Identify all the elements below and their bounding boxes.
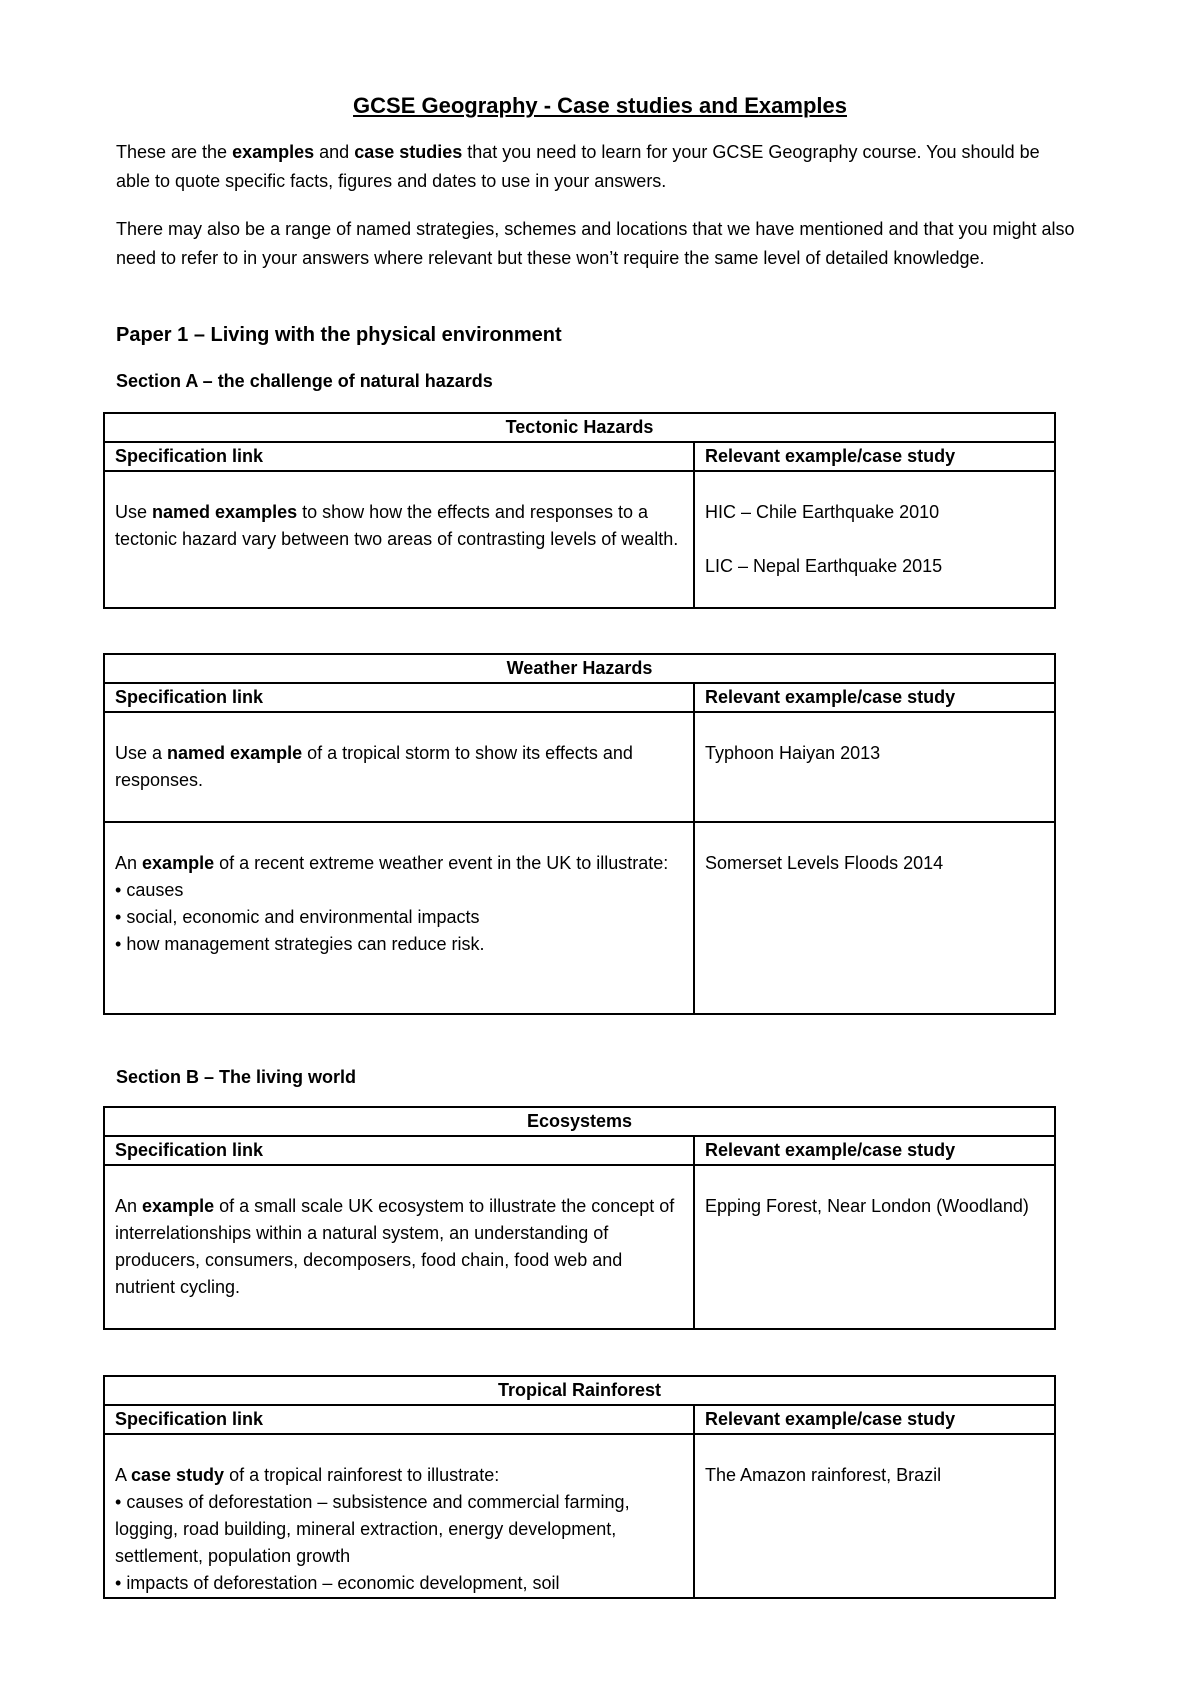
spec-text: Use <box>115 502 153 522</box>
intro-bold-examples: examples <box>232 142 315 162</box>
table-caption-row <box>104 654 1055 683</box>
spec-bold: example <box>142 853 215 873</box>
spec-cell <box>104 822 694 1014</box>
list-item: • social, economic and environmental impacts <box>115 904 683 931</box>
intro-text: and <box>314 142 355 162</box>
spec-text: Use a <box>115 743 168 763</box>
table-caption-row <box>104 413 1055 442</box>
table-caption: Weather Hazards <box>104 654 1055 683</box>
spec-bold: example <box>142 1196 215 1216</box>
case-cell: Epping Forest, Near London (Woodland) <box>694 1165 1055 1329</box>
intro-text: These are the <box>116 142 233 162</box>
case-hic: HIC – Chile Earthquake 2010 <box>705 502 940 522</box>
spec-text: An <box>115 853 143 873</box>
table-row <box>104 1434 1055 1598</box>
case-cell: The Amazon rainforest, Brazil <box>694 1434 1055 1598</box>
spec-text: An <box>115 1196 143 1216</box>
spec-text: of a tropical storm to show its effects and responses. <box>115 743 633 790</box>
table-caption: Tectonic Hazards <box>104 413 1055 442</box>
section-b-heading: Section B – The living world <box>116 1067 357 1087</box>
table-row <box>104 822 1055 1014</box>
intro-text: that you need to learn for your GCSE Geography course. You should be able to quote specific facts, figures and dates to use in your answers. <box>116 142 1040 191</box>
table-caption: Ecosystems <box>104 1107 1055 1136</box>
column-header-case: Relevant example/case study <box>694 1405 1055 1434</box>
spec-bold: named examples <box>152 502 298 522</box>
weather-hazards-table <box>103 653 1056 1015</box>
spec-text: to show how the effects and responses to a tectonic hazard vary between two areas of contrasting levels of wealth. <box>115 502 679 549</box>
intro-bold-case-studies: case studies <box>354 142 463 162</box>
spec-text: of a small scale UK ecosystem to illustrate the concept of interrelationships within a natural system, an understanding of producers, consumers, decomposers, food chain, food web and nutrient cycling. <box>115 1196 675 1297</box>
ecosystems-table <box>103 1106 1056 1330</box>
spec-cell <box>104 471 694 608</box>
bullet-list <box>115 877 683 958</box>
list-item: • causes <box>115 877 683 904</box>
spec-text: A <box>115 1465 132 1485</box>
case-cell: Somerset Levels Floods 2014 <box>694 822 1055 1014</box>
spec-cell <box>104 1434 694 1598</box>
column-header-case: Relevant example/case study <box>694 1136 1055 1165</box>
table-row <box>104 471 1055 608</box>
column-header-spec: Specification link <box>104 1405 694 1434</box>
spec-cell <box>104 712 694 822</box>
column-header-spec: Specification link <box>104 1136 694 1165</box>
spec-text: of a tropical rainforest to illustrate: <box>224 1465 500 1485</box>
list-item: • causes of deforestation – subsistence and commercial farming, logging, road building, mineral extraction, energy development, settlement, population growth <box>115 1489 683 1570</box>
list-item: • impacts of deforestation – economic development, soil <box>115 1570 683 1597</box>
tropical-rainforest-table <box>103 1375 1056 1599</box>
case-cell: Typhoon Haiyan 2013 <box>694 712 1055 822</box>
bullet-list <box>115 1489 683 1597</box>
column-header-case: Relevant example/case study <box>694 442 1055 471</box>
spec-bold: named example <box>167 743 303 763</box>
spec-intro <box>115 850 683 877</box>
paper-1-heading: Paper 1 – Living with the physical environment <box>116 324 562 346</box>
table-header-row <box>104 1136 1055 1165</box>
spec-text: of a recent extreme weather event in the UK to illustrate: <box>214 853 669 873</box>
section-a-heading: Section A – the challenge of natural hazards <box>116 371 493 391</box>
table-header-row <box>104 1405 1055 1434</box>
table-caption-row <box>104 1107 1055 1136</box>
tectonic-hazards-table <box>103 412 1056 609</box>
table-caption-row <box>104 1376 1055 1405</box>
spec-bold: case study <box>131 1465 225 1485</box>
table-caption: Tropical Rainforest <box>104 1376 1055 1405</box>
column-header-spec: Specification link <box>104 683 694 712</box>
column-header-spec: Specification link <box>104 442 694 471</box>
case-lic: LIC – Nepal Earthquake 2015 <box>705 556 943 576</box>
case-cell <box>694 471 1055 608</box>
table-header-row <box>104 442 1055 471</box>
intro-paragraph-2: There may also be a range of named strategies, schemes and locations that we have mentioned and that you might also need to refer to in your answers where relevant but these won’t require the same level of detailed knowledge. <box>116 219 1075 268</box>
document-title: GCSE Geography - Case studies and Examples <box>353 93 847 118</box>
table-row <box>104 712 1055 822</box>
table-header-row <box>104 683 1055 712</box>
column-header-case: Relevant example/case study <box>694 683 1055 712</box>
spec-intro <box>115 1462 683 1489</box>
list-item: • how management strategies can reduce risk. <box>115 931 683 958</box>
table-row <box>104 1165 1055 1329</box>
spec-cell <box>104 1165 694 1329</box>
intro-paragraph-1 <box>116 138 1076 196</box>
